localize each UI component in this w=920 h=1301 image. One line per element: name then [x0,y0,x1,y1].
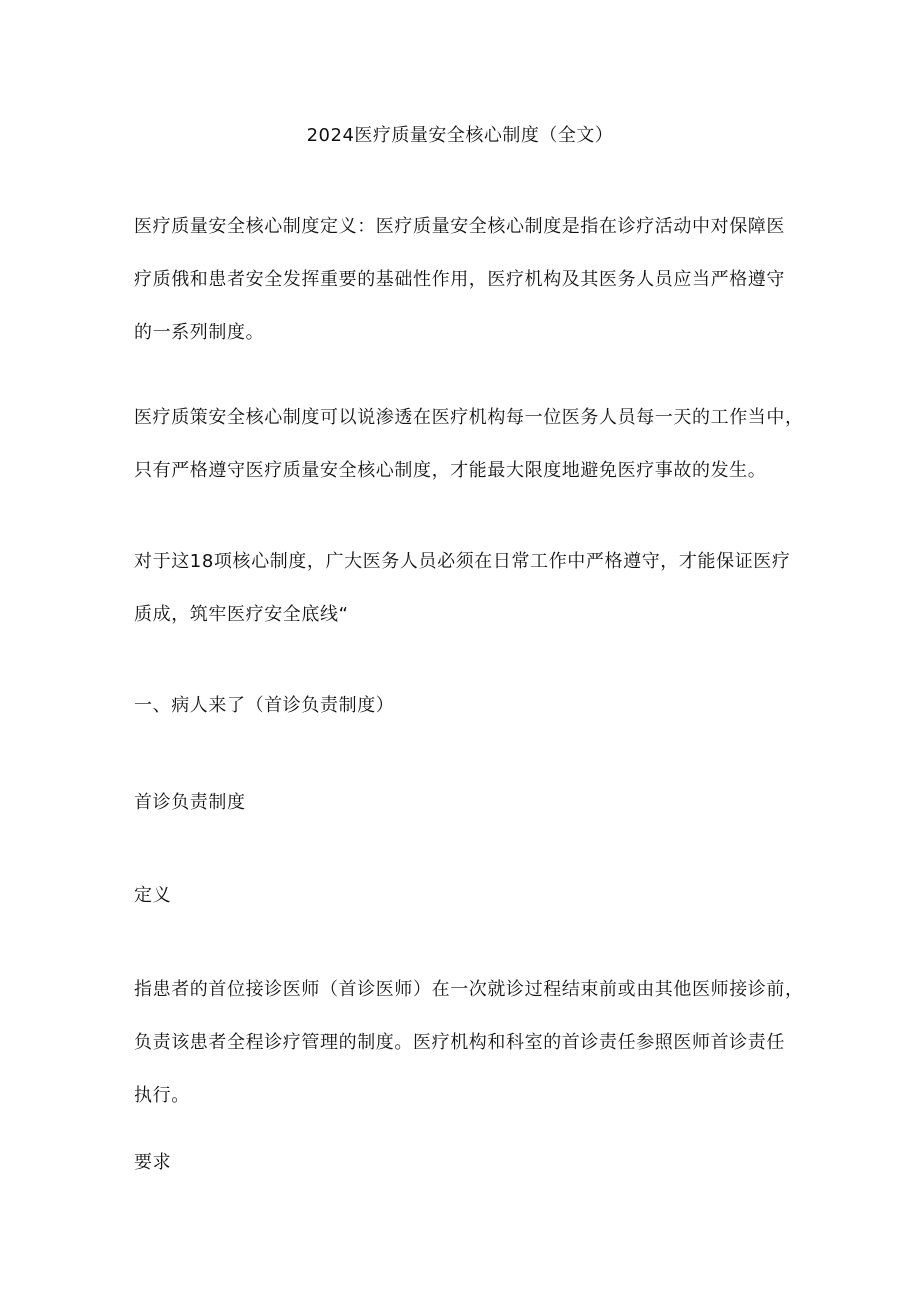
paragraph-first-visit-definition [134,976,804,1110]
heading-text: 一、病人来了（首诊负责制度） [134,695,395,716]
paragraph-line: 执行。 [134,1085,190,1106]
subheading-definition [134,882,794,910]
paragraph-eighteen-rules [134,548,794,629]
paragraph-line: 负责该患者全程诊疗管理的制度。医疗机构和科室的首诊责任参照医师首诊责任 [134,1032,785,1053]
paragraph-line: 指患者的首位接诊医师（首诊医师）在一次就诊过程结束前或由其他医师接诊前， [134,979,804,1000]
paragraph-line: 医疗质策安全核心制度可以说渗透在医疗机构每一位医务人员每一天的工作当中， [134,407,804,428]
paragraph-line: 只有严格遵守医疗质量安全核心制度，才能最大限度地避免医疗事故的发生。 [134,460,767,481]
heading-text: 定义 [134,885,172,906]
heading-text: 首诊负责制度 [134,792,246,813]
document-title: 2024医疗质量安全核心制度（全文） [306,125,614,146]
subheading-first-visit-system [134,789,794,817]
paragraph-definition [134,213,794,347]
paragraph-line: 质成，筑牢医疗安全底线“ [134,604,349,625]
heading-text: 要求 [134,1152,172,1173]
paragraph-line: 疗质俄和患者安全发挥重要的基础性作用，医疗机构及其医务人员应当严格遵守 [134,269,785,290]
paragraph-line: 医疗质量安全核心制度定义：医疗质量安全核心制度是指在诊疗活动中对保障医 [134,216,785,237]
paragraph-importance [134,404,804,485]
paragraph-line: 对于这18项核心制度，广大医务人员必须在日常工作中严格遵守，才能保证医疗 [134,551,791,572]
subheading-requirements [134,1149,794,1177]
paragraph-line: 的一系列制度。 [134,322,265,343]
section-heading-1 [134,692,794,720]
